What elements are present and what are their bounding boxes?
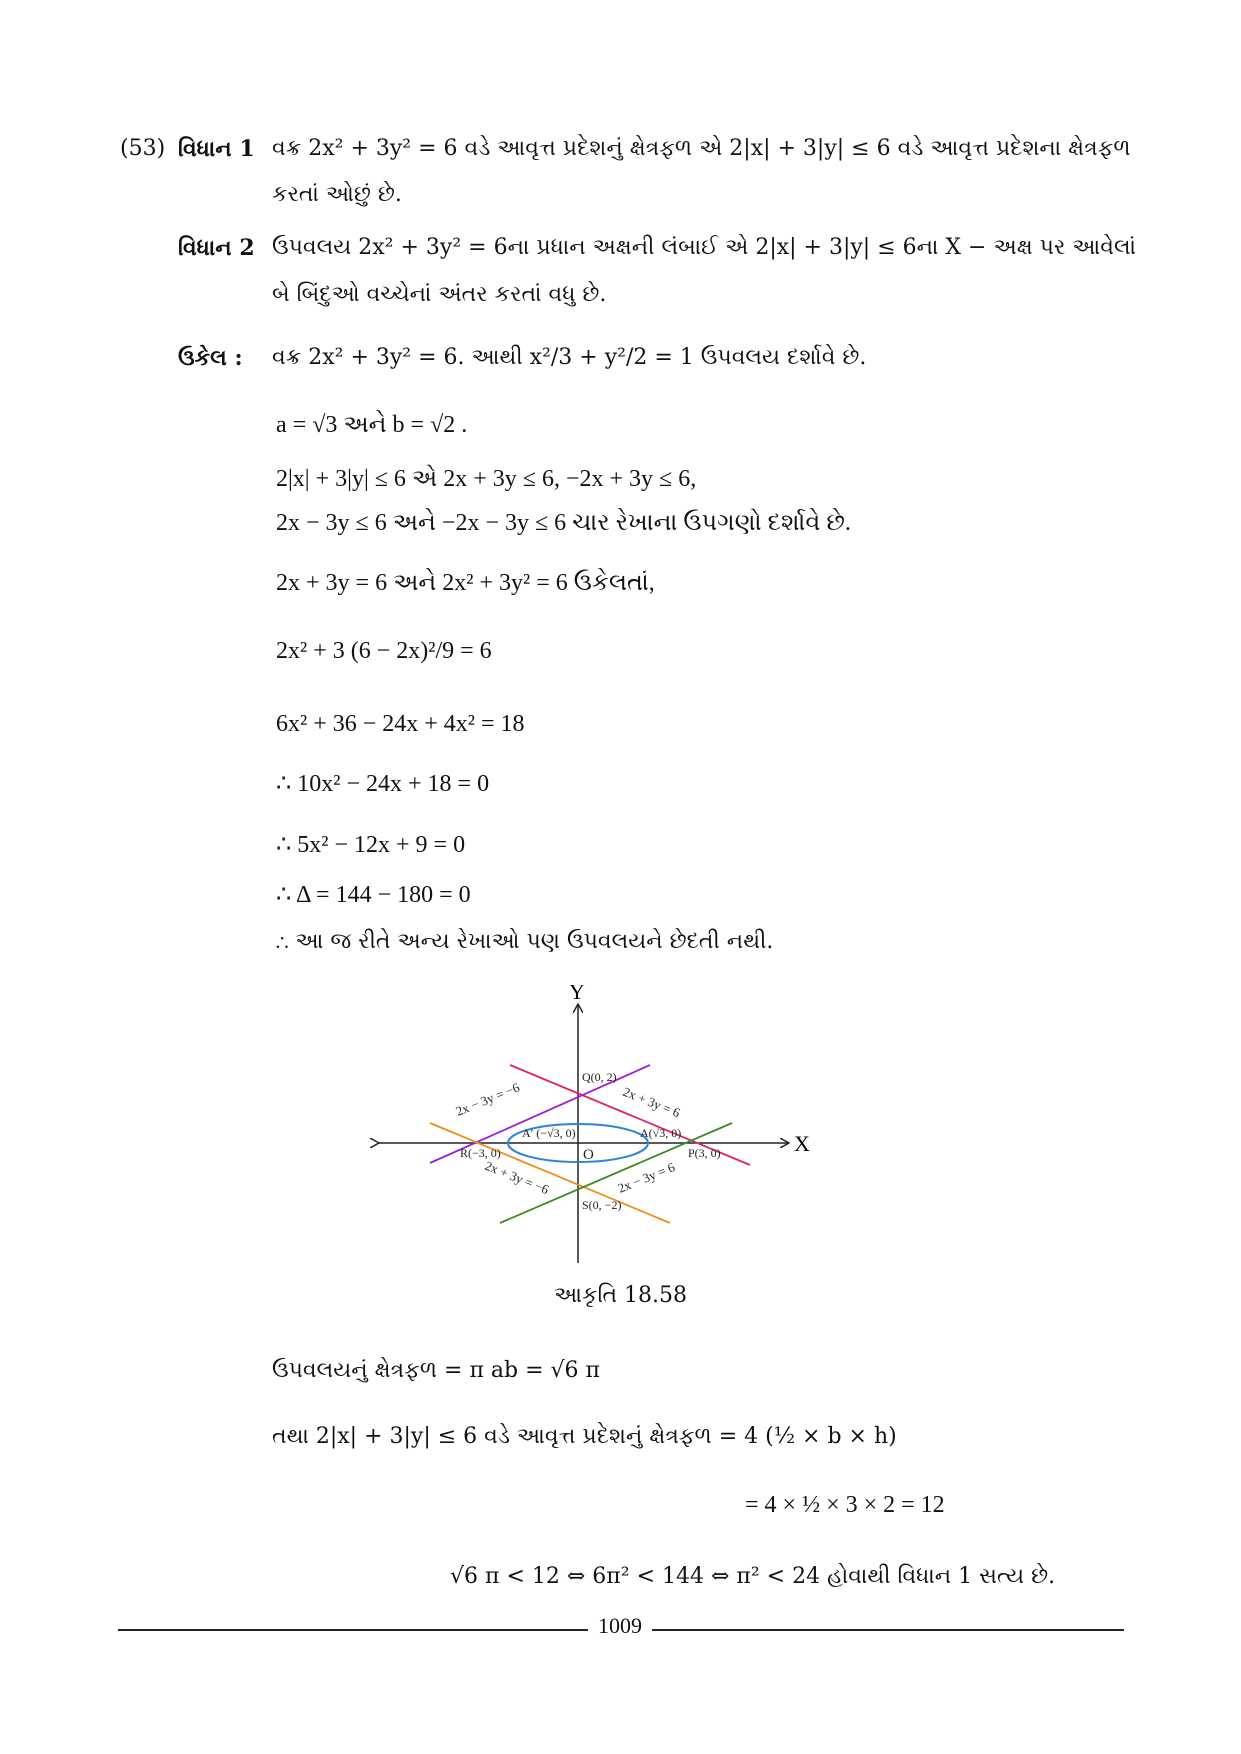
equation-quadratic: ∴ 10x² − 24x + 18 = 0 xyxy=(276,771,490,797)
equation-substitution: 2x² + 3 (6 − 2x)²/9 = 6 xyxy=(276,638,492,664)
solution-line-3: 2|x| + 3|y| ≤ 6 એ 2x + 3y ≤ 6, −2x + 3y ≤ 6, xyxy=(276,466,697,492)
line-label-l4: 2x − 3y = 6 xyxy=(615,1159,677,1196)
solution-heading: ઉકેલ : xyxy=(178,345,243,371)
x-axis-label: X xyxy=(794,1131,810,1156)
problem-number: (53) xyxy=(120,136,166,161)
page-number: 1009 xyxy=(598,1613,642,1638)
equation-simplified: ∴ 5x² − 12x + 9 = 0 xyxy=(276,832,466,858)
statement-2-text: ઉપવલય 2x² + 3y² = 6ના પ્રધાન અક્ષની લંબાઈ એ 2|x| + 3|y| ≤ 6ના X − અક્ષ પર આવેલાં xyxy=(272,235,1137,260)
statement-2-heading: વિધાન 2 xyxy=(178,235,255,261)
statement-1-heading: વિધાન 1 xyxy=(178,136,255,162)
rhombus-area-line: તથા 2|x| + 3|y| ≤ 6 વડે આવૃત્ત પ્રદેશનું ક્ષેત્રફળ = 4 (½ × b × h) xyxy=(272,1424,897,1449)
point-a-label: A(√3, 0) xyxy=(640,1126,682,1140)
solution-line-1: વક્ર 2x² + 3y² = 6. આથી x²/3 + y²/2 = 1 ઉપવલય દર્શાવે છે. xyxy=(272,345,867,370)
ellipse-area-line: ઉપવલયનું ક્ષેત્રફળ = π ab = √6 π xyxy=(272,1358,600,1383)
statement-2-text-cont: બે બિંદુઓ વચ્ચેનાં અંતર કરતાં વધુ છે. xyxy=(272,282,607,307)
statement-1-text: વક્ર 2x² + 3y² = 6 વડે આવૃત્ત પ્રદેશનું ક્ષેત્રફળ એ 2|x| + 3|y| ≤ 6 વડે આવૃત્ત પ્રદેશના ક્ષેત્રફળ xyxy=(272,136,1131,161)
y-axis-label: Y xyxy=(569,985,585,1004)
footer-rule-right xyxy=(652,1629,1124,1631)
point-s-label: S(0, −2) xyxy=(582,1198,622,1212)
statement-1-text-cont: કરતાં ઓછું છે. xyxy=(272,182,402,207)
solution-line-2: a = √3 અને b = √2 . xyxy=(276,412,468,438)
solution-line-5: 2x + 3y = 6 અને 2x² + 3y² = 6 ઉકેલતાં, xyxy=(276,570,655,596)
line-label-l3: 2x + 3y = −6 xyxy=(482,1157,552,1198)
point-r-label: R(−3, 0) xyxy=(460,1146,501,1160)
point-a-prime-label: A′ (−√3, 0) xyxy=(522,1126,576,1140)
point-p-label: P(3, 0) xyxy=(688,1146,721,1160)
ellipse-rhombus-figure xyxy=(370,985,830,1285)
solution-conclusion-lines: ∴ આ જ રીતે અન્ય રેખાઓ પણ ઉપવલયને છેદતી નથી. xyxy=(276,929,774,954)
line-label-l1: 2x + 3y = 6 xyxy=(620,1083,683,1121)
rhombus-area-value: = 4 × ½ × 3 × 2 = 12 xyxy=(745,1492,945,1518)
solution-line-4: 2x − 3y ≤ 6 અને −2x − 3y ≤ 6 ચાર રેખાના ઉપગણો દર્શાવે છે. xyxy=(276,510,851,536)
line-label-l2: 2x − 3y = −6 xyxy=(453,1079,522,1119)
final-conclusion: √6 π < 12 ⇔ 6π² < 144 ⇔ π² < 24 હોવાથી વિધાન 1 સત્ય છે. xyxy=(450,1564,1056,1589)
figure-caption: આકૃતિ 18.58 xyxy=(553,1283,688,1308)
footer-rule-left xyxy=(118,1629,588,1631)
point-q-label: Q(0, 2) xyxy=(582,1070,617,1084)
equation-expanded: 6x² + 36 − 24x + 4x² = 18 xyxy=(276,711,525,737)
origin-label: O xyxy=(583,1147,594,1163)
equation-discriminant: ∴ Δ = 144 − 180 = 0 xyxy=(276,882,471,908)
